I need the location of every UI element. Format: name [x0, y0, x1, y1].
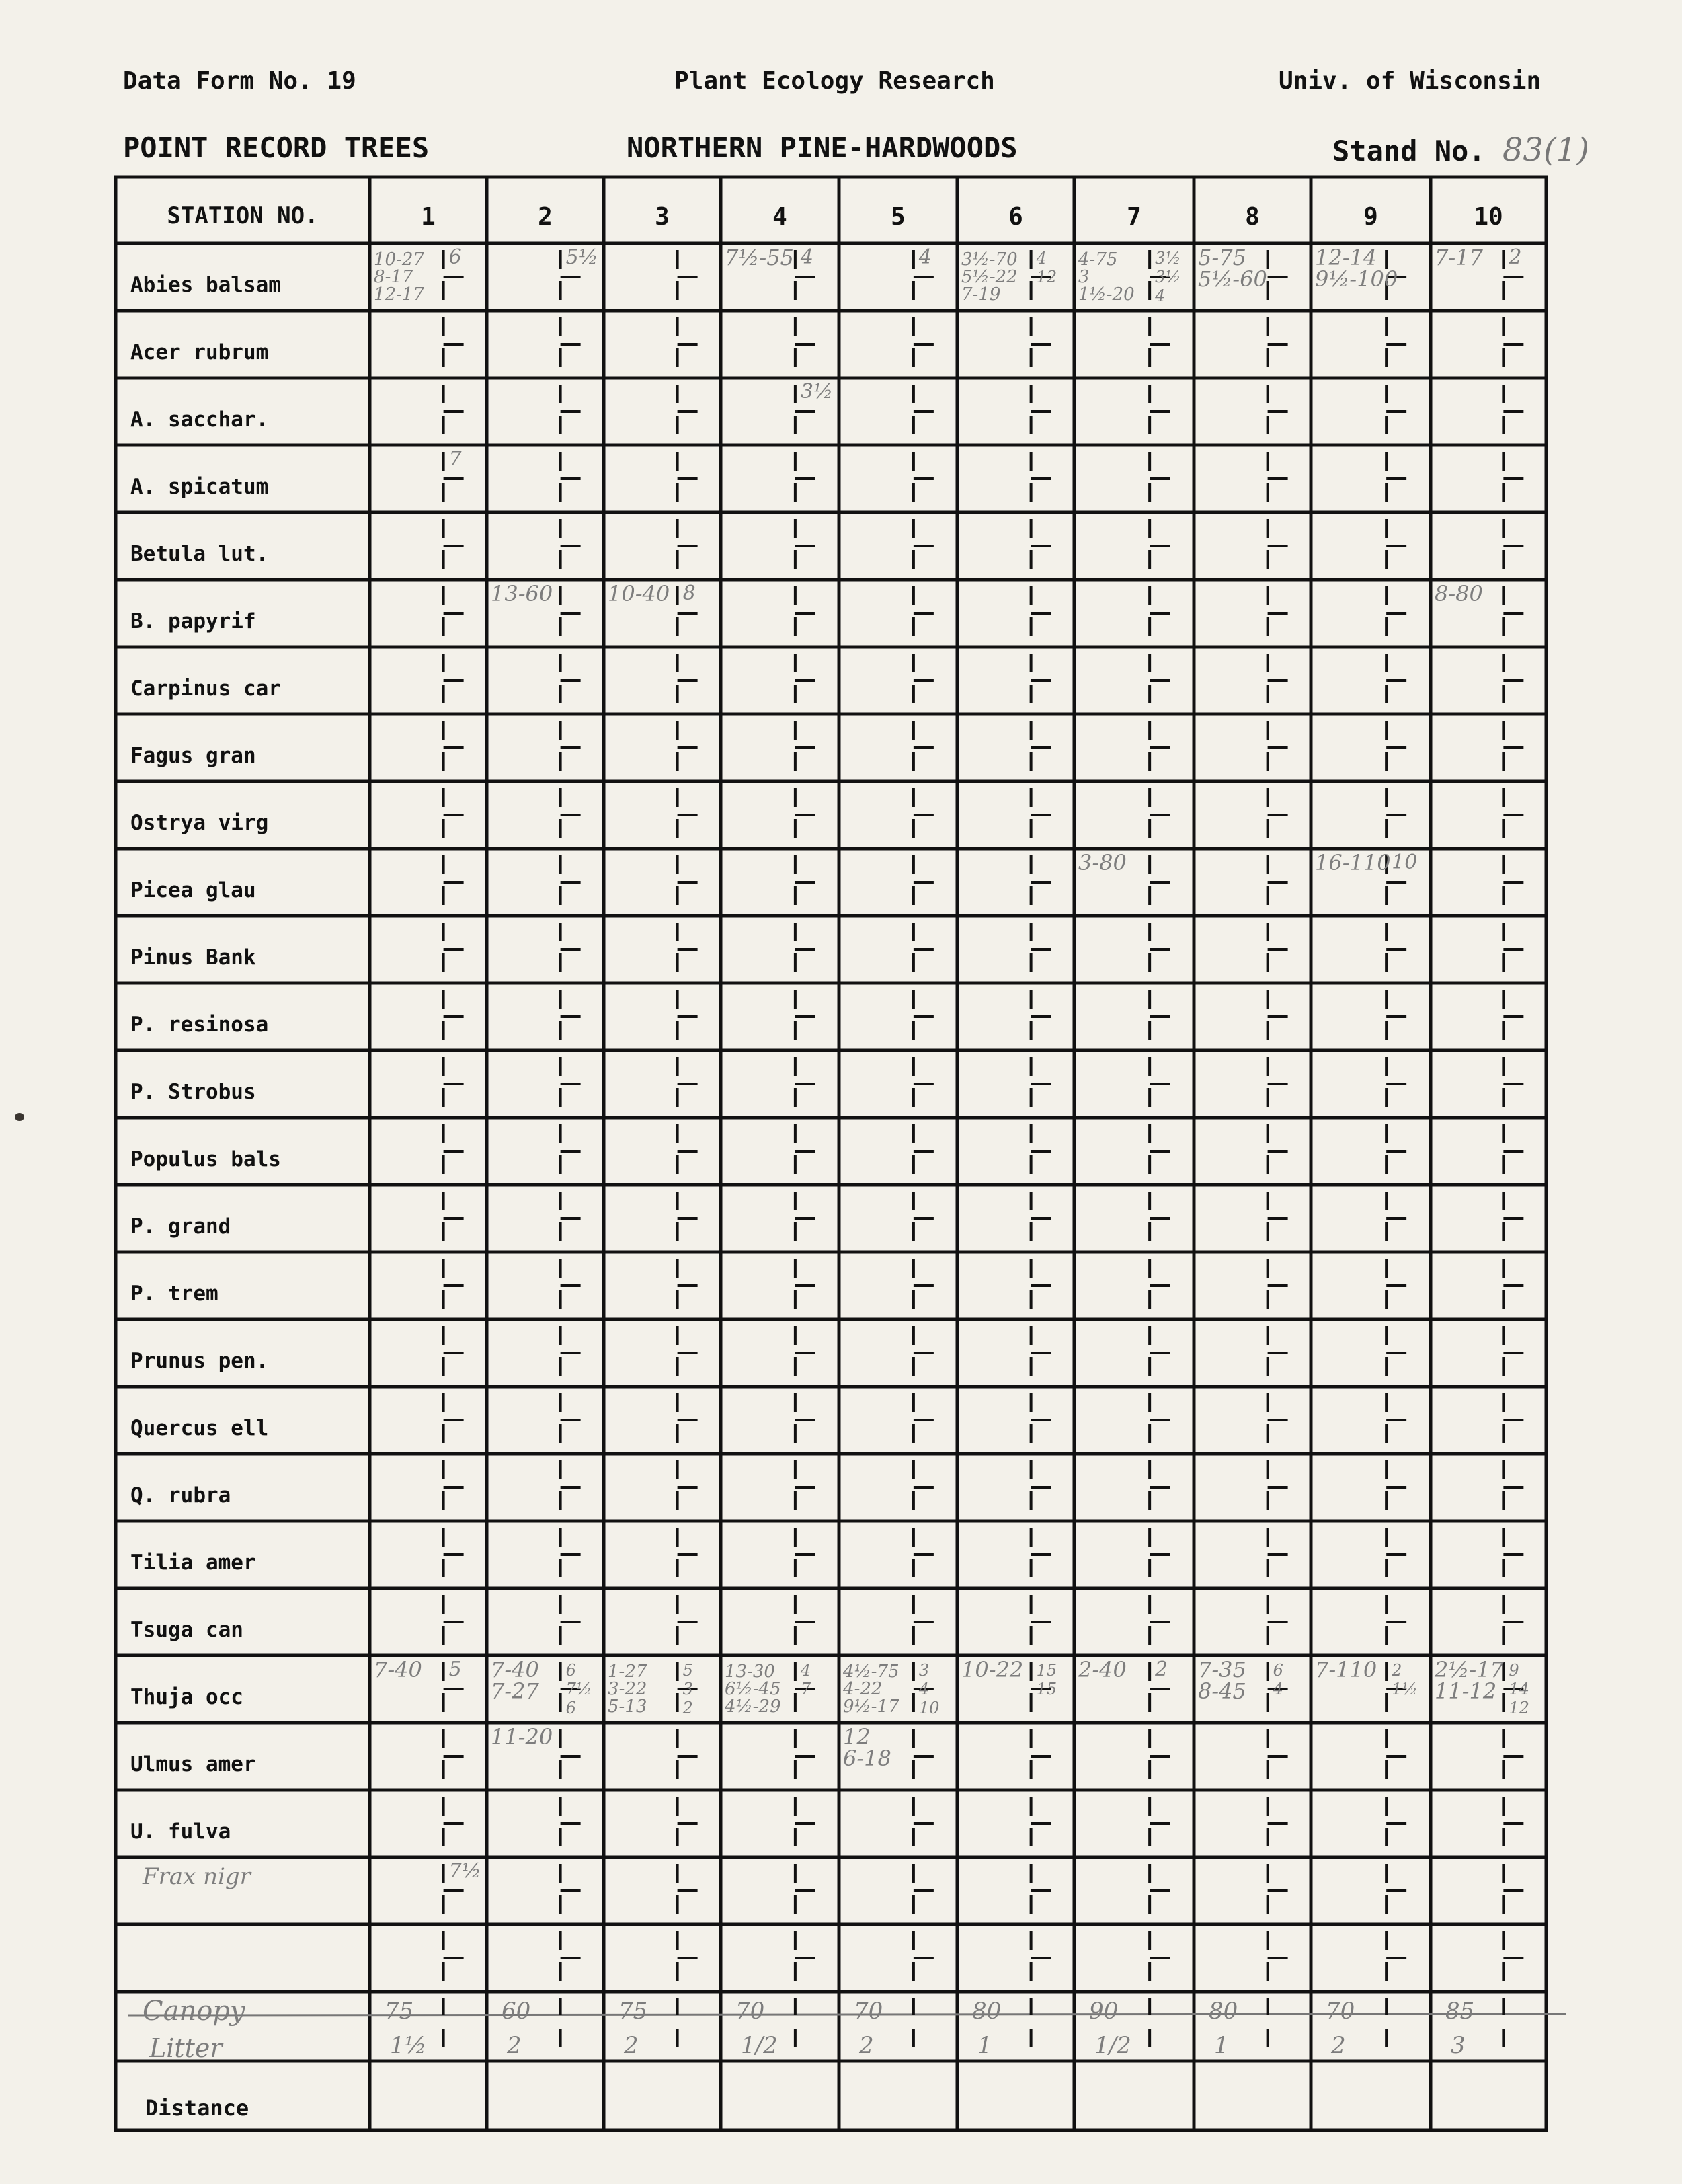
cell-value: 11-20 [491, 1724, 553, 1750]
cell-value: 2-40 [1078, 1657, 1127, 1682]
species-label-tsuga-can: Tsuga can [130, 1618, 243, 1642]
community-title: NORTHERN PINE-HARDWOODS [627, 131, 1018, 164]
species-label-tilia-amer: Tilia amer [130, 1551, 256, 1575]
cell-value: 7½-55 [725, 245, 794, 270]
cell-value: 3-80 [1078, 850, 1127, 875]
cell-mark: 6 [565, 1661, 576, 1680]
litter-value: 1/2 [741, 2032, 778, 2059]
station-number-1: 1 [421, 203, 436, 231]
cell-value: 13-30 [725, 1662, 775, 1682]
organization-name: Plant Ecology Research [674, 67, 995, 95]
cell-mark: 4 [1273, 1680, 1283, 1699]
canopy-label: Canopy [143, 1996, 245, 2027]
cell-value: 3-22 [608, 1679, 647, 1699]
cell-mark: 2 [1392, 1661, 1402, 1680]
cell-mark: 7 [800, 1680, 811, 1699]
record-title: POINT RECORD TREES [123, 131, 430, 164]
species-label-ostrya-virg: Ostrya virg [130, 811, 269, 835]
cell-mark: 7½ [448, 1859, 481, 1883]
cell-mark: 12 [1509, 1699, 1529, 1717]
cell-value: 8-17 [374, 267, 413, 287]
species-label-q-rubra: Q. rubra [130, 1483, 231, 1508]
cell-value: 8-45 [1198, 1678, 1246, 1704]
species-label-betula-lut: Betula lut. [130, 542, 269, 566]
species-label-frax-nigr: Frax nigr [143, 1863, 251, 1890]
cell-mark: 6 [565, 1699, 576, 1717]
species-label-p-grand: P. grand [130, 1214, 231, 1239]
cell-mark: 7½ [565, 1680, 592, 1699]
species-label-abies-balsam: Abies balsam [130, 273, 281, 297]
cell-mark: 4 [1155, 286, 1166, 305]
litter-value: 1 [1214, 2032, 1229, 2059]
cell-value: 12-14 [1315, 245, 1377, 270]
cell-mark: 2 [1155, 1658, 1168, 1681]
cell-value: 10-22 [961, 1657, 1024, 1682]
cell-mark: 12 [1036, 268, 1057, 286]
species-label-populus-bals: Populus bals [130, 1147, 281, 1171]
cell-mark: 1½ [1392, 1680, 1418, 1699]
species-label-a-sacchar: A. sacchar. [130, 407, 269, 432]
canopy-value: 70 [1326, 1998, 1355, 2025]
canopy-value: 70 [735, 1998, 765, 2025]
cell-value: 1-27 [608, 1662, 647, 1682]
cell-mark: 4 [918, 245, 932, 269]
cell-value: 6½-45 [725, 1679, 781, 1699]
cell-mark: 7 [448, 447, 462, 471]
cell-value: 7-35 [1198, 1657, 1246, 1682]
stand-value: 83(1) [1502, 131, 1589, 169]
canopy-value: 90 [1089, 1998, 1119, 2025]
station-number-5: 5 [891, 203, 906, 231]
cell-mark: 2 [1509, 245, 1522, 269]
station-number-2: 2 [538, 203, 553, 231]
cell-value: 5-75 [1198, 245, 1246, 270]
cell-value: 5½-22 [961, 267, 1018, 287]
canopy-value: 60 [502, 1998, 531, 2025]
cell-value: 7-110 [1315, 1657, 1377, 1682]
cell-value: 8-80 [1435, 581, 1483, 607]
litter-label: Litter [149, 2033, 223, 2063]
cell-value: 13-60 [491, 581, 553, 607]
stand-label: Stand No. [1332, 134, 1486, 167]
cell-value: 11-12 [1435, 1678, 1497, 1704]
species-label-picea-glau: Picea glau [130, 878, 256, 902]
cell-value: 12-17 [374, 284, 424, 305]
station-number-4: 4 [772, 203, 787, 231]
canopy-value: 75 [618, 1998, 648, 2025]
cell-mark: 4 [800, 1661, 811, 1680]
cell-value: 12 [843, 1724, 871, 1750]
cell-value: 3 [1078, 267, 1090, 287]
cell-mark: 5 [682, 1661, 693, 1680]
cell-value: 2½-17 [1435, 1657, 1504, 1682]
station-number-10: 10 [1474, 203, 1503, 231]
cell-mark: 4 [918, 1680, 930, 1699]
cell-value: 7-19 [961, 284, 1001, 305]
canopy-value: 85 [1445, 1998, 1475, 2025]
cell-mark: 10 [1392, 851, 1418, 874]
litter-value: 1½ [390, 2032, 427, 2059]
canopy-value: 80 [1209, 1998, 1238, 2025]
species-label-p-trem: P. trem [130, 1282, 218, 1306]
species-label-thuja-occ: Thuja occ [130, 1685, 243, 1709]
cell-value: 3½-70 [961, 249, 1018, 270]
distance-label: Distance [145, 2095, 249, 2121]
species-label-acer-rubrum: Acer rubrum [130, 340, 269, 364]
cell-mark: 2 [682, 1699, 693, 1717]
cell-value: 4½-75 [843, 1662, 899, 1682]
cell-value: 4-22 [843, 1679, 883, 1699]
species-label-quercus-ell: Quercus ell [130, 1416, 269, 1440]
species-label-a-spicatum: A. spicatum [130, 475, 269, 499]
cell-mark: 14 [1509, 1680, 1529, 1699]
species-label-ulmus-amer: Ulmus amer [130, 1752, 256, 1777]
station-number-8: 8 [1245, 203, 1260, 231]
cell-value: 7-40 [374, 1657, 422, 1682]
cell-value: 7-40 [491, 1657, 539, 1682]
station-header: STATION NO. [167, 202, 319, 229]
litter-value: 2 [507, 2032, 522, 2059]
cell-mark: 3½ [800, 380, 834, 403]
canopy-value: 70 [854, 1998, 883, 2025]
cell-value: 9½-17 [843, 1696, 899, 1717]
station-number-3: 3 [655, 203, 670, 231]
cell-mark: 4 [800, 245, 813, 269]
litter-value: 1 [977, 2032, 992, 2059]
canopy-value: 80 [972, 1998, 1002, 2025]
cell-value: 9½-100 [1315, 266, 1398, 292]
litter-value: 2 [624, 2032, 639, 2059]
cell-value: 5-13 [608, 1696, 647, 1717]
species-label-fagus-gran: Fagus gran [130, 744, 256, 768]
cell-value: 10-27 [374, 249, 424, 270]
cell-mark: 3½ [1155, 268, 1181, 286]
cell-mark: 15 [1036, 1680, 1057, 1699]
litter-value: 1/2 [1094, 2032, 1131, 2059]
cell-mark: 15 [1036, 1661, 1057, 1680]
cell-mark: 5½ [565, 245, 598, 269]
university-name: Univ. of Wisconsin [1279, 67, 1541, 95]
cell-value: 4-75 [1078, 249, 1118, 270]
species-label-u-fulva: U. fulva [130, 1820, 231, 1844]
table-border [116, 177, 1546, 2130]
station-number-6: 6 [1008, 203, 1023, 231]
cell-mark: 3½ [1155, 249, 1181, 268]
cell-mark: 6 [448, 245, 462, 269]
station-number-7: 7 [1127, 203, 1142, 231]
cell-mark: 5 [448, 1658, 462, 1681]
cell-value: 16-110 [1315, 850, 1391, 875]
species-label-b-papyrif: B. papyrif [130, 609, 256, 633]
litter-value: 3 [1451, 2032, 1466, 2059]
canopy-value: 75 [385, 1998, 414, 2025]
station-number-9: 9 [1363, 203, 1378, 231]
cell-value: 4½-29 [725, 1696, 781, 1717]
species-label-p-resinosa: P. resinosa [130, 1013, 269, 1037]
cell-value: 1½-20 [1078, 284, 1135, 305]
cell-value: 7-27 [491, 1678, 539, 1704]
cell-value: 10-40 [608, 581, 670, 607]
cell-value: 6-18 [843, 1746, 891, 1771]
cell-value: 7-17 [1435, 245, 1483, 270]
cell-mark: 6 [1273, 1661, 1283, 1680]
litter-value: 2 [859, 2032, 874, 2059]
cell-mark: 4 [1036, 249, 1047, 268]
litter-value: 2 [1331, 2032, 1346, 2059]
cell-mark: 3 [918, 1661, 930, 1680]
species-label-p-strobus: P. Strobus [130, 1080, 256, 1104]
form-number: Data Form No. 19 [123, 67, 356, 95]
cell-value: 5½-60 [1198, 266, 1267, 292]
species-label-pinus-bank: Pinus Bank [130, 945, 256, 970]
cell-mark: 8 [682, 582, 696, 605]
cell-mark: 9 [1509, 1661, 1519, 1680]
cell-mark: 10 [918, 1699, 940, 1717]
species-label-carpinus-car: Carpinus car [130, 676, 281, 701]
cell-mark: 3 [682, 1680, 693, 1699]
species-label-prunus-pen: Prunus pen. [130, 1349, 269, 1373]
